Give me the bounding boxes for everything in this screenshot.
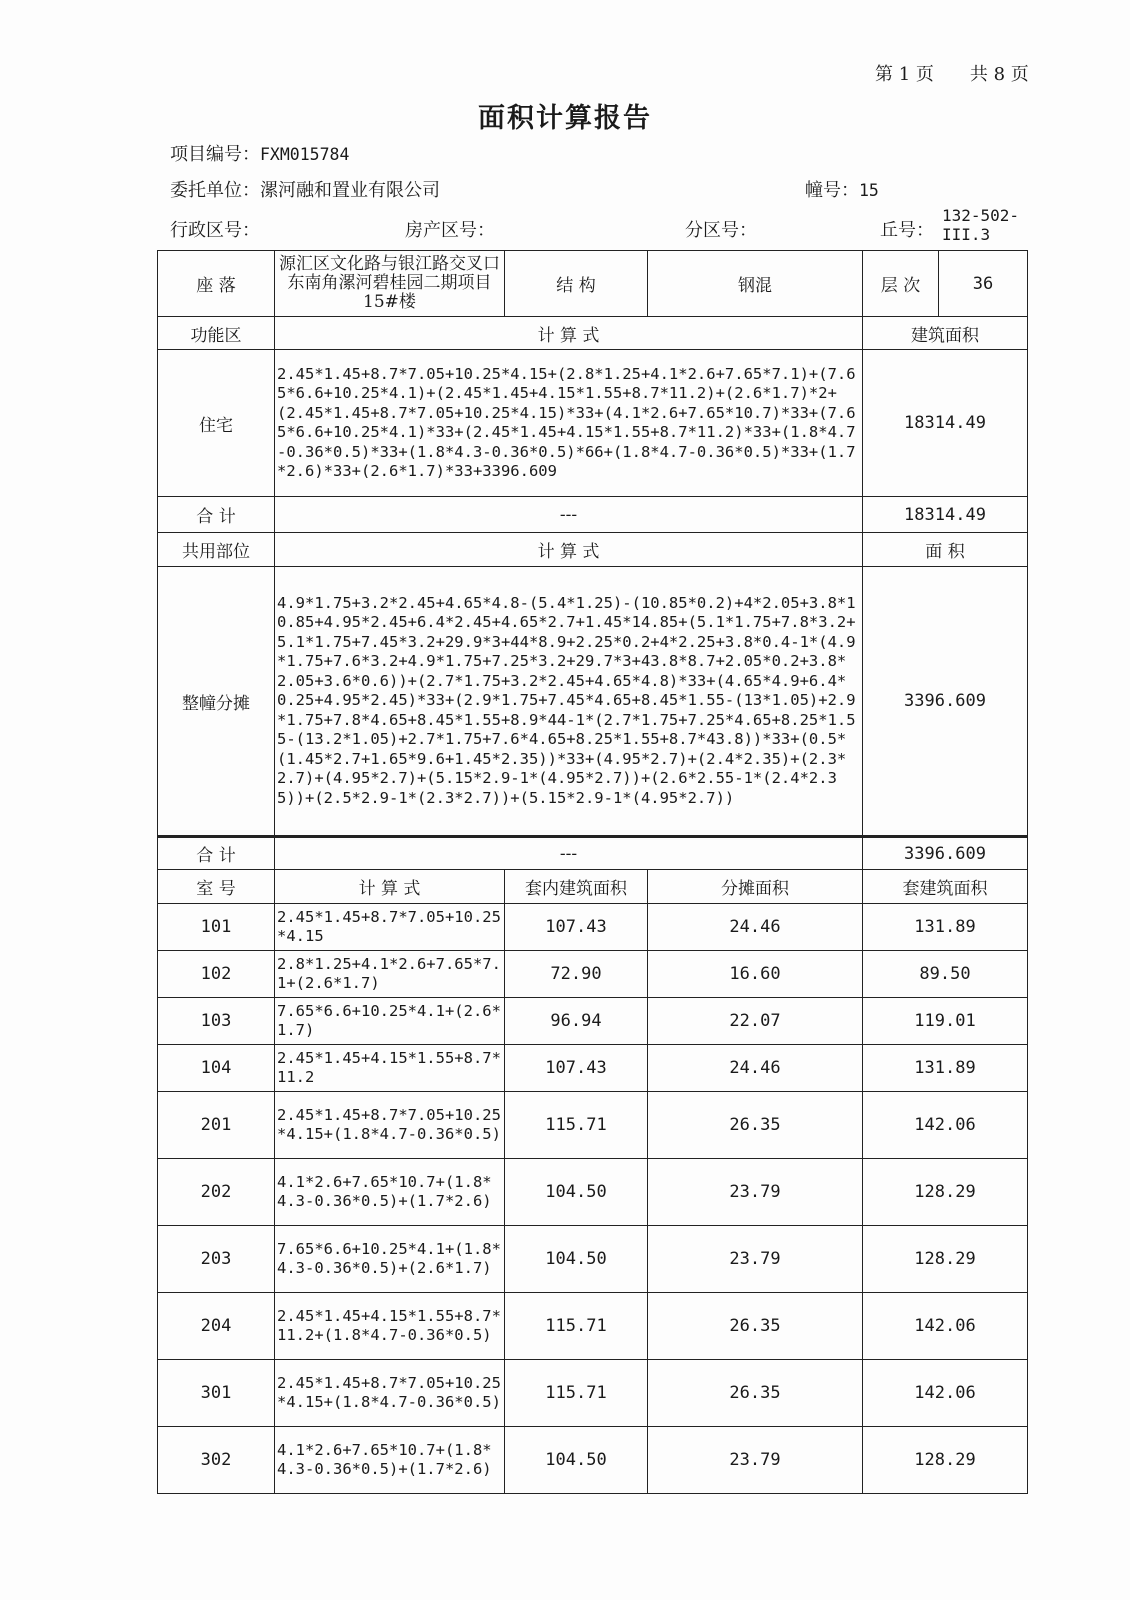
room-formula: 4.1*2.6+7.65*10.7+(1.8*4.3-0.36*0.5)+(1.7*2.6) xyxy=(275,1159,505,1226)
room-total-area: 128.29 xyxy=(863,1427,1028,1494)
room-total-area: 128.29 xyxy=(863,1226,1028,1293)
room-formula: 2.45*1.45+4.15*1.55+8.7*11.2 xyxy=(275,1045,505,1092)
floors-value: 36 xyxy=(939,251,1028,317)
room-number: 101 xyxy=(158,904,275,951)
room-inner-area: 115.71 xyxy=(505,1293,648,1360)
table-row xyxy=(158,1360,1028,1427)
room-inner-area: 115.71 xyxy=(505,1360,648,1427)
room-inner-area: 104.50 xyxy=(505,1226,648,1293)
functional-total-label: 合 计 xyxy=(158,497,275,533)
report-title: 面积计算报告 xyxy=(478,103,652,134)
table-row xyxy=(158,951,1028,998)
room-total-area: 131.89 xyxy=(863,904,1028,951)
table-row xyxy=(158,1045,1028,1092)
area-table xyxy=(157,250,1028,1494)
table-row xyxy=(158,1226,1028,1293)
room-shared-area: 16.60 xyxy=(648,951,863,998)
sub-area-label: 分区号： xyxy=(685,220,757,241)
room-formula: 2.45*1.45+8.7*7.05+10.25*4.15+(1.8*4.7-0.36*0.5) xyxy=(275,1360,505,1427)
room-inner-area: 107.43 xyxy=(505,904,648,951)
functional-area-header: 功能区 xyxy=(158,317,275,350)
room-total-header: 套建筑面积 xyxy=(863,870,1028,904)
functional-formula-header: 计 算 式 xyxy=(275,317,863,350)
functional-row xyxy=(158,350,1028,497)
room-shared-header: 分摊面积 xyxy=(648,870,863,904)
room-number: 103 xyxy=(158,998,275,1045)
hill-label: 丘号： xyxy=(880,220,934,241)
functional-total-value: 18314.49 xyxy=(863,497,1028,533)
client-label: 委托单位： xyxy=(170,180,260,201)
room-shared-area: 23.79 xyxy=(648,1159,863,1226)
shared-formula-header: 计 算 式 xyxy=(275,533,863,567)
room-inner-header: 套内建筑面积 xyxy=(505,870,648,904)
room-total-area: 119.01 xyxy=(863,998,1028,1045)
shared-part-header: 共用部位 xyxy=(158,533,275,567)
client-row xyxy=(170,176,440,202)
rooms-header xyxy=(158,870,1028,904)
building-label: 幢号： xyxy=(805,180,859,201)
shared-value: 3396.609 xyxy=(863,567,1028,837)
room-formula: 7.65*6.6+10.25*4.1+(2.6*1.7) xyxy=(275,998,505,1045)
shared-total-value: 3396.609 xyxy=(863,837,1028,870)
room-shared-area: 26.35 xyxy=(648,1092,863,1159)
room-number: 104 xyxy=(158,1045,275,1092)
location-value: 源汇区文化路与银江路交叉口东南角漯河碧桂园二期项目15#楼 xyxy=(275,251,505,317)
room-inner-area: 104.50 xyxy=(505,1159,648,1226)
functional-header xyxy=(158,317,1028,350)
room-number: 202 xyxy=(158,1159,275,1226)
functional-total-row xyxy=(158,497,1028,533)
building-no: 15 xyxy=(859,181,879,200)
shared-total-formula: --- xyxy=(275,837,863,870)
room-number: 201 xyxy=(158,1092,275,1159)
admin-area-label: 行政区号： xyxy=(170,220,260,241)
room-total-area: 142.06 xyxy=(863,1092,1028,1159)
room-shared-area: 24.46 xyxy=(648,904,863,951)
room-number: 302 xyxy=(158,1427,275,1494)
shared-header xyxy=(158,533,1028,567)
room-shared-area: 23.79 xyxy=(648,1226,863,1293)
table-row xyxy=(158,1159,1028,1226)
table-row xyxy=(158,998,1028,1045)
shared-name: 整幢分摊 xyxy=(158,567,275,837)
table-row xyxy=(158,1092,1028,1159)
room-shared-area: 24.46 xyxy=(648,1045,863,1092)
structure-label: 结 构 xyxy=(505,251,648,317)
functional-total-formula: --- xyxy=(275,497,863,533)
project-no-label: 项目编号： xyxy=(170,144,260,165)
room-shared-area: 23.79 xyxy=(648,1427,863,1494)
project-no: FXM015784 xyxy=(260,145,350,164)
table-row xyxy=(158,904,1028,951)
room-inner-area: 107.43 xyxy=(505,1045,648,1092)
functional-value-header: 建筑面积 xyxy=(863,317,1028,350)
room-formula-header: 计 算 式 xyxy=(275,870,505,904)
floors-label: 层 次 xyxy=(863,251,939,317)
room-inner-area: 72.90 xyxy=(505,951,648,998)
functional-value: 18314.49 xyxy=(863,350,1028,497)
room-number: 204 xyxy=(158,1293,275,1360)
functional-formula: 2.45*1.45+8.7*7.05+10.25*4.15+(2.8*1.25+4.1*2.6+7.65*7.1)+(7.65*6.6+10.25*4.1)+(2.45*1.45+4.15*1.55+8.7*11.2)+(2.6*1.7)*2+(2.45*1.45+8.7*7.05+10.25*4.15)*33+(4.1*2.6+7.65*10.7)*33+(7.65*6.6+10.25*4.1)*33+(2.45*1.45+4.15*1.55+8.7*11.2)*33+(1.8*4.7-0.36*0.5)*33+(1.8*4.3-0.36*0.5)*66+(1.8*4.7-0.36*0.5)*33+(1.7*2.6)*33+(2.6*1.7)*33+3396.609 xyxy=(275,350,863,497)
room-total-area: 128.29 xyxy=(863,1159,1028,1226)
shared-value-header: 面 积 xyxy=(863,533,1028,567)
room-shared-area: 26.35 xyxy=(648,1360,863,1427)
shared-total-row xyxy=(158,837,1028,870)
location-label: 座 落 xyxy=(158,251,275,317)
functional-name: 住宅 xyxy=(158,350,275,497)
structure-value: 钢混 xyxy=(648,251,863,317)
shared-row xyxy=(158,567,1028,837)
header-row xyxy=(158,251,1028,317)
room-inner-area: 104.50 xyxy=(505,1427,648,1494)
client-name: 漯河融和置业有限公司 xyxy=(260,180,440,201)
table-row xyxy=(158,1293,1028,1360)
room-shared-area: 22.07 xyxy=(648,998,863,1045)
shared-formula: 4.9*1.75+3.2*2.45+4.65*4.8-(5.4*1.25)-(10.85*0.2)+4*2.05+3.8*10.85+4.95*2.45+6.4*2.45+4.65*2.7+1.45*14.85+(5.1*1.75+7.8*3.2+5.1*1.75+7.45*3.2+29.9*3+44*8.9+2.25*0.2+4*2.25+3.8*0.4-1*(4.9*1.75+7.6*3.2+4.9*1.75+7.25*3.2+29.7*3+43.8*8.7+2.05*0.2+3.8*2.05+3.6*0.6))+(2.7*1.75+3.2*2.45+4.65*4.8)*33+(4.65*4.9+6.4*0.25+4.95*2.45)*33+(2.9*1.75+7.45*4.65+8.45*1.55-(13*1.05)+2.9*1.75+7.8*4.65+8.45*1.55+8.9*44-1*(2.7*1.75+7.25*4.65+8.25*1.55-(13.2*1.05)+2.7*1.75+7.6*4.65+8.25*1.55+8.7*43.8))*33+(0.5*(1.45*2.7+1.65*9.6+1.45*2.35))*33+(4.95*2.7)+(2.4*2.35)+(2.3*2.7)+(4.95*2.7)+(5.15*2.9-1*(4.95*2.7))+(2.6*2.55-1*(2.4*2.35))+(2.5*2.9-1*(2.3*2.7))+(5.15*2.9-1*(4.95*2.7)) xyxy=(275,567,863,837)
room-formula: 4.1*2.6+7.65*10.7+(1.8*4.3-0.36*0.5)+(1.7*2.6) xyxy=(275,1427,505,1494)
room-shared-area: 26.35 xyxy=(648,1293,863,1360)
room-inner-area: 96.94 xyxy=(505,998,648,1045)
building-row xyxy=(805,176,879,202)
room-formula: 2.45*1.45+8.7*7.05+10.25*4.15 xyxy=(275,904,505,951)
room-formula: 7.65*6.6+10.25*4.1+(1.8*4.3-0.36*0.5)+(2.6*1.7) xyxy=(275,1226,505,1293)
room-total-area: 131.89 xyxy=(863,1045,1028,1092)
shared-total-label: 合 计 xyxy=(158,837,275,870)
project-no-row xyxy=(170,140,349,166)
page-indicator: 第 1 页 共 8 页 xyxy=(875,64,1029,85)
room-inner-area: 115.71 xyxy=(505,1092,648,1159)
room-formula: 2.45*1.45+8.7*7.05+10.25*4.15+(1.8*4.7-0.36*0.5) xyxy=(275,1092,505,1159)
room-header: 室 号 xyxy=(158,870,275,904)
room-formula: 2.45*1.45+4.15*1.55+8.7*11.2+(1.8*4.7-0.36*0.5) xyxy=(275,1293,505,1360)
room-total-area: 89.50 xyxy=(863,951,1028,998)
room-total-area: 142.06 xyxy=(863,1360,1028,1427)
property-area-label: 房产区号： xyxy=(405,220,495,241)
room-number: 301 xyxy=(158,1360,275,1427)
room-number: 102 xyxy=(158,951,275,998)
hill-no: 132-502-III.3 xyxy=(942,206,1020,244)
room-total-area: 142.06 xyxy=(863,1293,1028,1360)
table-row xyxy=(158,1427,1028,1494)
room-formula: 2.8*1.25+4.1*2.6+7.65*7.1+(2.6*1.7) xyxy=(275,951,505,998)
room-number: 203 xyxy=(158,1226,275,1293)
